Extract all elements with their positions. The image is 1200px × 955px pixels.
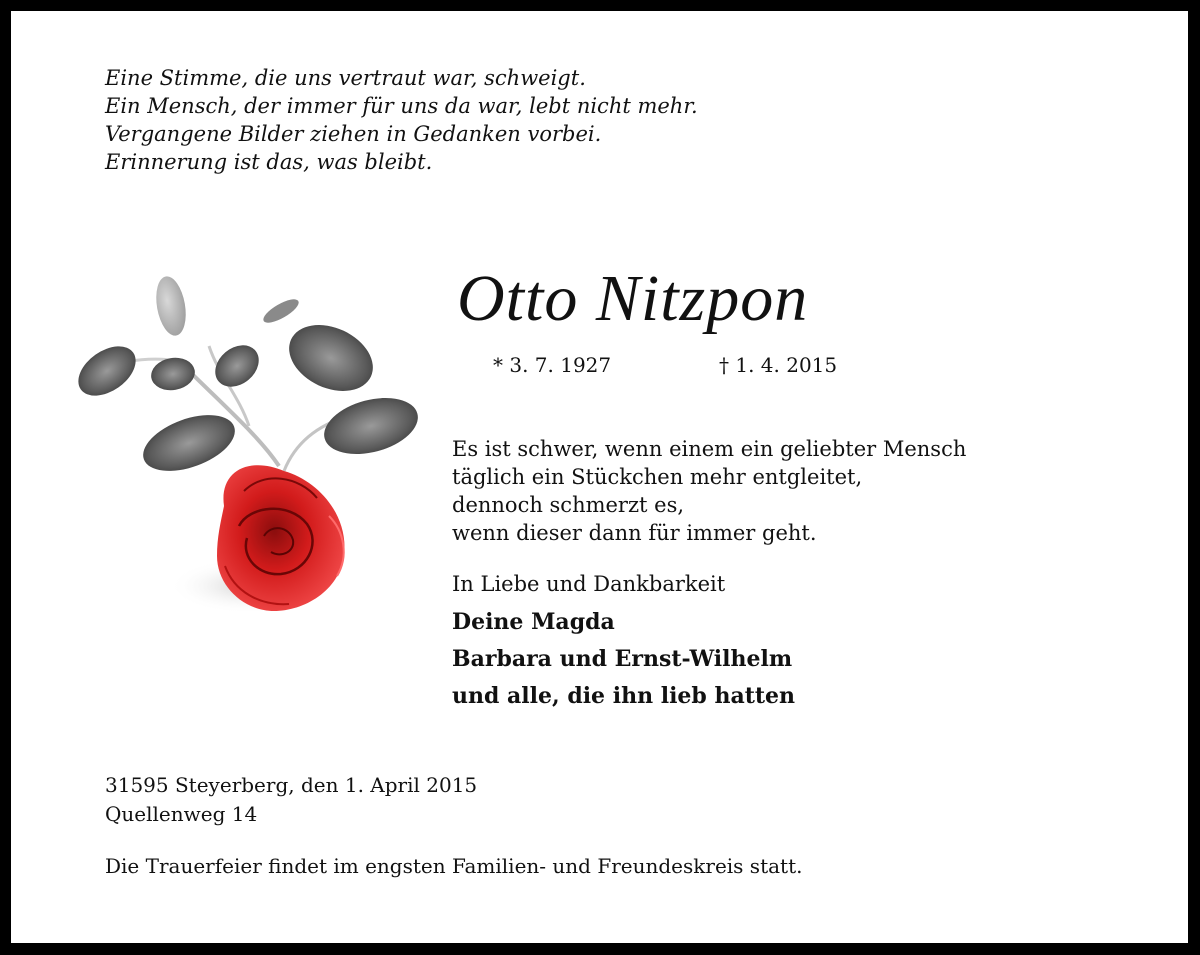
verse-line-4: wenn dieser dann für immer geht. xyxy=(452,521,817,545)
death-date: † 1. 4. 2015 xyxy=(719,353,838,377)
opening-poem xyxy=(105,64,698,176)
memorial-verse xyxy=(452,435,966,547)
ceremony-note: Die Trauerfeier findet im engsten Familien- und Freundeskreis statt. xyxy=(105,854,803,878)
signer-2: Barbara und Ernst-Wilhelm xyxy=(452,646,793,672)
verse-line-1: Es ist schwer, wenn einem ein geliebter Mensch xyxy=(452,437,967,461)
poem-line-2: Ein Mensch, der immer für uns da war, lebt nicht mehr. xyxy=(105,94,698,118)
closing-phrase: In Liebe und Dankbarkeit xyxy=(452,572,726,596)
address-line-2: Quellenweg 14 xyxy=(105,802,258,826)
poem-line-1: Eine Stimme, die uns vertraut war, schweigt. xyxy=(105,66,586,90)
birth-date: * 3. 7. 1927 xyxy=(493,353,612,377)
verse-line-3: dennoch schmerzt es, xyxy=(452,493,685,517)
poem-line-3: Vergangene Bilder ziehen in Gedanken vorbei. xyxy=(105,122,602,146)
signers-list xyxy=(452,604,795,715)
obituary-card xyxy=(11,11,1188,943)
address-block xyxy=(105,771,477,829)
signer-1: Deine Magda xyxy=(452,609,615,635)
poem-line-4: Erinnerung ist das, was bleibt. xyxy=(105,150,433,174)
address-line-1: 31595 Steyerberg, den 1. April 2015 xyxy=(105,773,478,797)
deceased-name: Otto Nitzpon xyxy=(457,262,809,335)
signer-3: und alle, die ihn lieb hatten xyxy=(452,683,796,709)
rose-image xyxy=(49,266,419,626)
verse-line-2: täglich ein Stückchen mehr entgleitet, xyxy=(452,465,863,489)
